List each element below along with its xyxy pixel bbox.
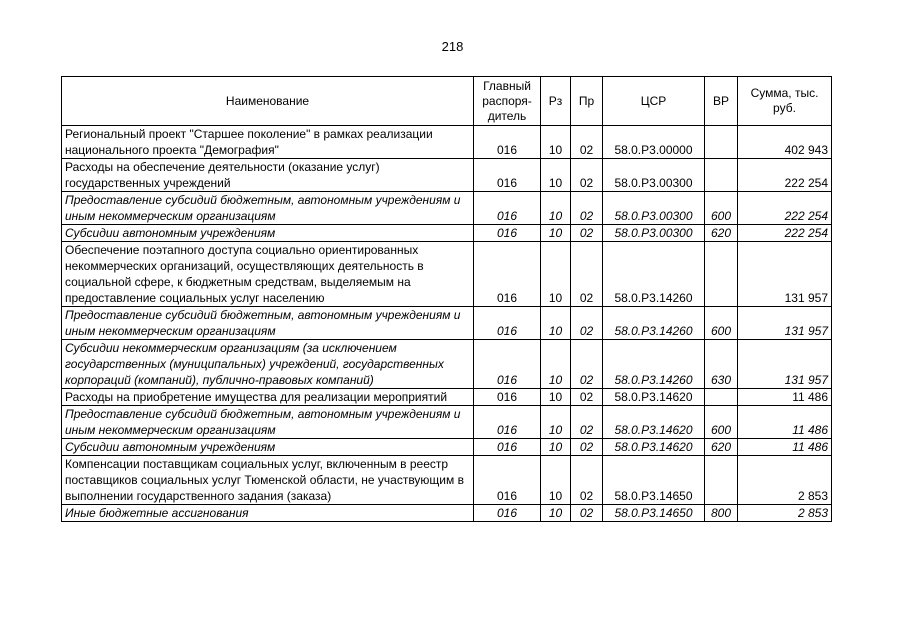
cell-csr: 58.0.P3.14650 <box>603 456 705 505</box>
table-row <box>62 439 832 456</box>
cell-pr: 02 <box>571 159 603 192</box>
table-body <box>62 126 832 522</box>
cell-csr: 58.0.P3.14260 <box>603 340 705 389</box>
cell-manager: 016 <box>474 242 541 307</box>
cell-rz: 10 <box>541 242 571 307</box>
cell-rz: 10 <box>541 406 571 439</box>
cell-rz: 10 <box>541 159 571 192</box>
header-csr: ЦСР <box>603 77 705 126</box>
cell-name: Субсидии автономным учреждениям <box>62 225 474 242</box>
cell-pr: 02 <box>571 340 603 389</box>
table-header-row <box>62 77 832 126</box>
page-number: 218 <box>441 39 464 54</box>
cell-pr: 02 <box>571 456 603 505</box>
cell-csr: 58.0.P3.14620 <box>603 406 705 439</box>
table-row <box>62 389 832 406</box>
cell-sum: 11 486 <box>738 406 832 439</box>
cell-sum: 222 254 <box>738 192 832 225</box>
cell-manager: 016 <box>474 389 541 406</box>
cell-pr: 02 <box>571 389 603 406</box>
cell-sum: 11 486 <box>738 389 832 406</box>
cell-vr <box>705 389 738 406</box>
budget-table <box>61 76 832 522</box>
cell-csr: 58.0.P3.00300 <box>603 225 705 242</box>
table-row <box>62 505 832 522</box>
cell-rz: 10 <box>541 192 571 225</box>
cell-vr: 620 <box>705 439 738 456</box>
cell-name: Обеспечение поэтапного доступа социально ориентированных некоммерческих организаций, осуществляющих деятельность в социальной сфере, к бюджетным средствам, выделяемым на предоставление социальных услуг населению <box>62 242 474 307</box>
table-row <box>62 406 832 439</box>
cell-manager: 016 <box>474 159 541 192</box>
cell-pr: 02 <box>571 225 603 242</box>
cell-rz: 10 <box>541 340 571 389</box>
cell-pr: 02 <box>571 126 603 159</box>
header-name: Наименование <box>62 77 474 126</box>
cell-csr: 58.0.P3.00300 <box>603 159 705 192</box>
cell-sum: 131 957 <box>738 340 832 389</box>
cell-manager: 016 <box>474 340 541 389</box>
cell-manager: 016 <box>474 192 541 225</box>
table-row <box>62 456 832 505</box>
cell-name: Предоставление субсидий бюджетным, автономным учреждениям и иным некоммерческим организациям <box>62 192 474 225</box>
cell-name: Расходы на обеспечение деятельности (оказание услуг) государственных учреждений <box>62 159 474 192</box>
header-manager: Главный распоря-дитель <box>474 77 541 126</box>
cell-csr: 58.0.P3.00000 <box>603 126 705 159</box>
cell-name: Субсидии некоммерческим организациям (за исключением государственных (муниципальных) учреждений, государственных корпораций (компаний), публично-правовых компаний) <box>62 340 474 389</box>
cell-csr: 58.0.P3.14620 <box>603 389 705 406</box>
table-row <box>62 225 832 242</box>
cell-sum: 131 957 <box>738 242 832 307</box>
cell-rz: 10 <box>541 439 571 456</box>
cell-csr: 58.0.P3.14620 <box>603 439 705 456</box>
cell-name: Предоставление субсидий бюджетным, автономным учреждениям и иным некоммерческим организациям <box>62 307 474 340</box>
cell-sum: 11 486 <box>738 439 832 456</box>
cell-csr: 58.0.P3.00300 <box>603 192 705 225</box>
cell-name: Расходы на приобретение имущества для реализации мероприятий <box>62 389 474 406</box>
table-row <box>62 340 832 389</box>
cell-csr: 58.0.P3.14260 <box>603 307 705 340</box>
cell-pr: 02 <box>571 242 603 307</box>
cell-pr: 02 <box>571 406 603 439</box>
cell-rz: 10 <box>541 389 571 406</box>
table-row <box>62 126 832 159</box>
cell-vr <box>705 456 738 505</box>
header-sum: Сумма, тыс. руб. <box>738 77 832 126</box>
cell-vr <box>705 242 738 307</box>
cell-sum: 222 254 <box>738 159 832 192</box>
cell-sum: 2 853 <box>738 505 832 522</box>
table-row <box>62 192 832 225</box>
header-pr: Пр <box>571 77 603 126</box>
cell-sum: 131 957 <box>738 307 832 340</box>
cell-csr: 58.0.P3.14650 <box>603 505 705 522</box>
cell-rz: 10 <box>541 225 571 242</box>
cell-vr: 630 <box>705 340 738 389</box>
header-rz: Рз <box>541 77 571 126</box>
cell-name: Региональный проект "Старшее поколение" в рамках реализации национального проекта "Демография" <box>62 126 474 159</box>
cell-csr: 58.0.P3.14260 <box>603 242 705 307</box>
cell-pr: 02 <box>571 192 603 225</box>
cell-pr: 02 <box>571 505 603 522</box>
cell-rz: 10 <box>541 456 571 505</box>
cell-sum: 222 254 <box>738 225 832 242</box>
cell-manager: 016 <box>474 505 541 522</box>
cell-vr: 600 <box>705 406 738 439</box>
cell-vr: 620 <box>705 225 738 242</box>
cell-manager: 016 <box>474 406 541 439</box>
cell-rz: 10 <box>541 505 571 522</box>
cell-name: Субсидии автономным учреждениям <box>62 439 474 456</box>
cell-sum: 2 853 <box>738 456 832 505</box>
cell-manager: 016 <box>474 439 541 456</box>
cell-rz: 10 <box>541 126 571 159</box>
cell-vr: 600 <box>705 192 738 225</box>
table-row <box>62 307 832 340</box>
cell-pr: 02 <box>571 439 603 456</box>
cell-sum: 402 943 <box>738 126 832 159</box>
cell-vr <box>705 126 738 159</box>
cell-manager: 016 <box>474 456 541 505</box>
cell-rz: 10 <box>541 307 571 340</box>
table-row <box>62 242 832 307</box>
cell-vr: 600 <box>705 307 738 340</box>
cell-vr <box>705 159 738 192</box>
cell-name: Компенсации поставщикам социальных услуг, включенным в реестр поставщиков социальных услуг Тюменской области, не участвующим в выполнении государственного задания (заказа) <box>62 456 474 505</box>
cell-name: Иные бюджетные ассигнования <box>62 505 474 522</box>
cell-vr: 800 <box>705 505 738 522</box>
cell-manager: 016 <box>474 307 541 340</box>
cell-manager: 016 <box>474 126 541 159</box>
cell-manager: 016 <box>474 225 541 242</box>
cell-name: Предоставление субсидий бюджетным, автономным учреждениям и иным некоммерческим организациям <box>62 406 474 439</box>
header-vr: ВР <box>705 77 738 126</box>
cell-pr: 02 <box>571 307 603 340</box>
table-row <box>62 159 832 192</box>
